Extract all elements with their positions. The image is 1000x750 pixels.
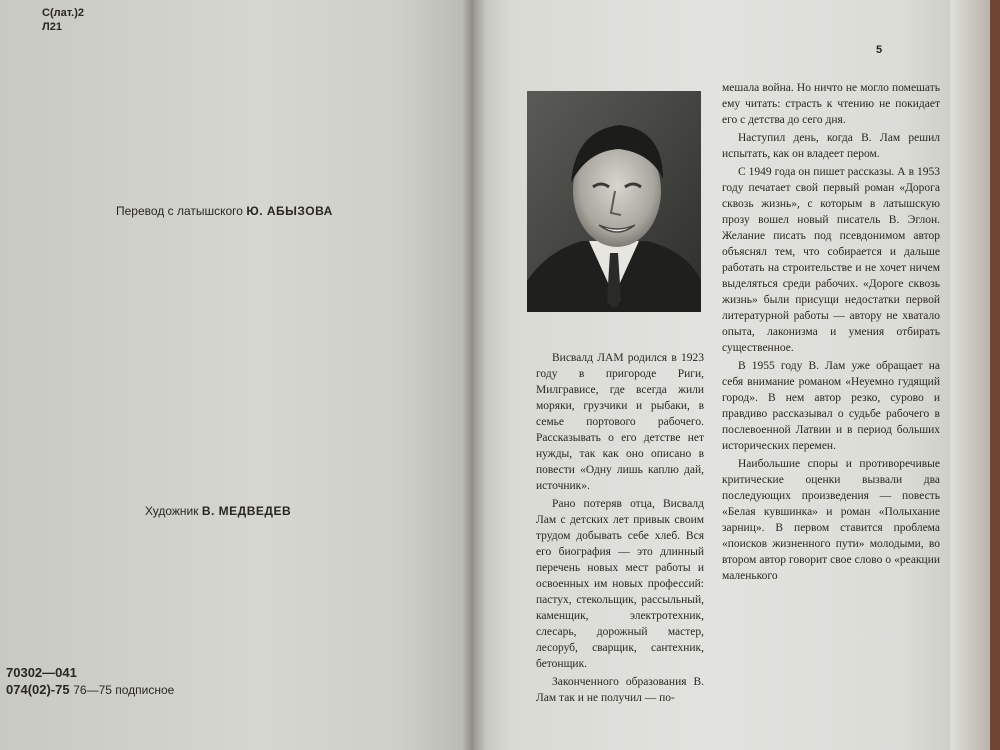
paragraph: Законченного образования В. Лам так и не получил — по- xyxy=(536,676,704,704)
artist-credit xyxy=(145,504,291,518)
author-portrait xyxy=(527,91,701,312)
left-page xyxy=(0,0,472,750)
page-number: 5 xyxy=(876,44,883,56)
paragraph: Рано потеряв отца, Висвалд Лам с детских лет привык своим трудом добывать себе хлеб. Вся его биография — это длинный перечень новых мест работы и освоенных им новых профессий: пастух, стекольщик, рассыльный, каменщик, электротехник, слесарь, дорожный мастер, лесоруб, сварщик, сантехник, бетонщик. xyxy=(536,498,704,670)
bbk-code-line: С(лат.)2 xyxy=(42,7,84,19)
paragraph: В 1955 году В. Лам уже обращает на себя внимание романом «Неуемно гудящий город». В нем автор резко, сурово и правдиво рассказывал о судьбе рабочего в послевоенной Латвии и в период больших исторических перемен. xyxy=(722,360,940,452)
bbk-code xyxy=(42,6,84,34)
publisher-code-row xyxy=(6,681,174,699)
paragraph: Висвалд ЛАМ родился в 1923 году в пригороде Риги, Милгрависе, где всегда жили моряки, грузчики и рыбаки, в семье портового рабочего. Рассказывать о его детстве нет нужды, так как оно описано в повести «Одну лишь каплю дай, источник». xyxy=(536,352,704,492)
translator-label: Перевод с латышского xyxy=(116,204,243,218)
paragraph: мешала война. Но ничто не могло помешать ему читать: страсть к чтению не покидает его с детства до сего дня. xyxy=(722,82,940,126)
publisher-code: 074(02)-75 xyxy=(6,682,70,697)
paragraph: Наступил день, когда В. Лам решил испытать, как он владеет пером. xyxy=(722,132,940,160)
publisher-code-row xyxy=(6,664,174,681)
publisher-code: 70302—041 xyxy=(6,665,77,680)
publisher-codes xyxy=(6,664,174,699)
translator-name: Ю. АБЫЗОВА xyxy=(246,204,333,218)
subscription-note: 76—75 подписное xyxy=(73,683,175,697)
artist-label: Художник xyxy=(145,504,199,518)
translator-credit xyxy=(116,204,333,218)
text-column-right xyxy=(722,80,940,586)
artist-name: В. МЕДВЕДЕВ xyxy=(201,504,292,518)
paragraph: Наибольшие споры и противоречивые критические оценки вызвали два последующих произведения — повесть «Белая кувшинка» и роман «Полыхание зарниц». В первом ставится проблема «поисков жизненного пути» молодыми, во втором автор говорит свое слово о «реакции маленького xyxy=(722,458,940,582)
paragraph: С 1949 года он пишет рассказы. А в 1953 году печатает свой первый роман «Дорога сквозь жизнь», с которым в латышскую прозу вошел новый писатель В. Эглон. Желание писать под псевдонимом автор объяснял тем, что собирается и дальше работать на строительстве и не хочет ничем выделяться среди рабочих. «Дороге сквозь жизнь» были присущи недостатки первой литературной работы — автору не хватало опыта, лаконизма и умения отбирать существенное. xyxy=(722,166,940,354)
book-gutter xyxy=(462,0,486,750)
bbk-code-line: Л21 xyxy=(42,21,62,33)
text-column-left xyxy=(536,350,704,708)
page-edge xyxy=(950,0,990,750)
